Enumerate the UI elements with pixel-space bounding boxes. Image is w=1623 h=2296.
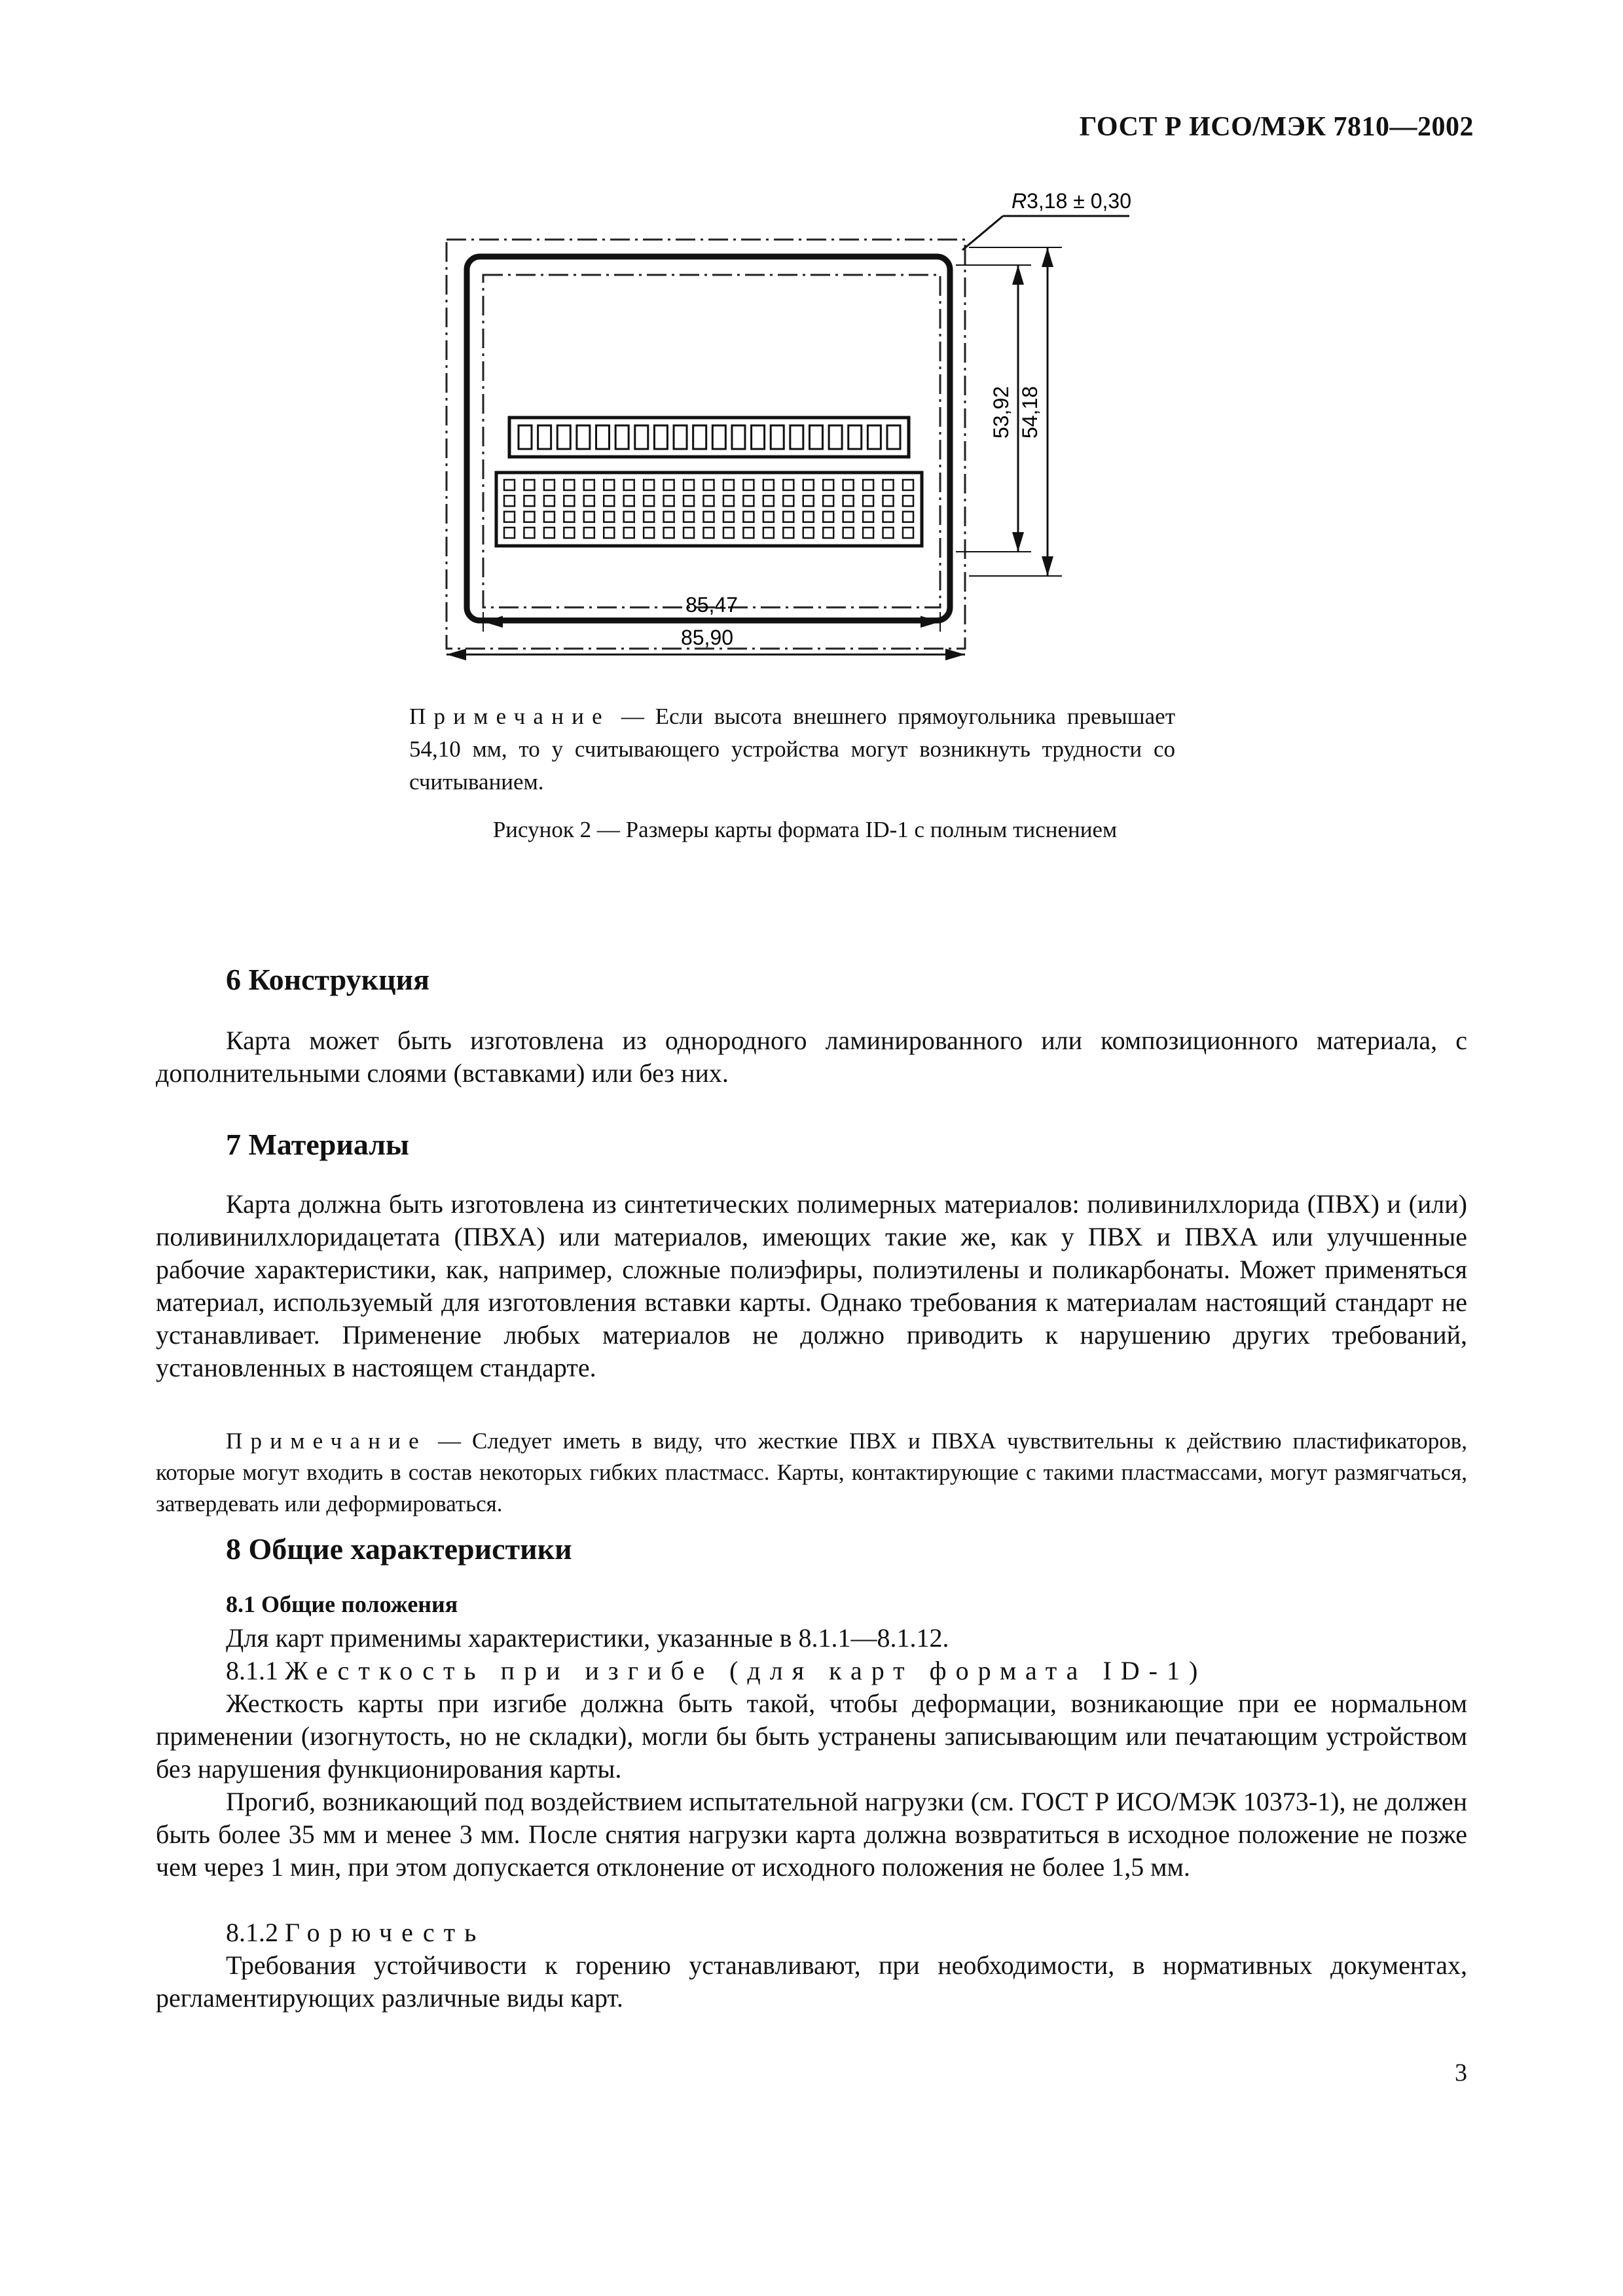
embossed-char bbox=[763, 512, 774, 522]
section-7-heading: 7 Материалы bbox=[226, 1128, 409, 1161]
embossed-char bbox=[903, 480, 913, 490]
item-8-1-1-paragraph-1: Жесткость карты при изгибе должна быть такой, чтобы деформации, возникающие при ее нормальном применении (изогнутость, но не складки), могли бы быть устранены записывающим или печатающим устройством без нарушения функционирования карты. bbox=[156, 1689, 1467, 1784]
document-header: ГОСТ Р ИСО/МЭК 7810—2002 bbox=[1079, 112, 1474, 142]
embossed-char bbox=[712, 425, 725, 449]
embossed-char bbox=[823, 512, 833, 522]
embossed-char bbox=[524, 495, 534, 506]
embossed-char bbox=[863, 512, 873, 522]
embossed-char bbox=[524, 512, 534, 522]
embossed-char bbox=[887, 425, 900, 449]
embossed-char bbox=[883, 512, 894, 522]
embossed-char bbox=[604, 528, 614, 538]
embossed-char bbox=[664, 528, 674, 538]
figure-caption: Рисунок 2 — Размеры карты формата ID-1 с полным тиснением bbox=[492, 817, 1118, 842]
embossed-char bbox=[848, 425, 862, 449]
embossed-char bbox=[519, 425, 532, 449]
embossed-char bbox=[903, 512, 913, 522]
embossed-char bbox=[803, 480, 814, 490]
embossed-char bbox=[664, 480, 674, 490]
embossed-char bbox=[504, 512, 515, 522]
embossed-char bbox=[644, 512, 654, 522]
embossed-char bbox=[704, 528, 714, 538]
embossed-char bbox=[544, 512, 555, 522]
embossed-char bbox=[684, 495, 694, 506]
embossed-char bbox=[564, 528, 574, 538]
embossed-char bbox=[664, 512, 674, 522]
embossed-char bbox=[544, 528, 555, 538]
embossed-char bbox=[644, 528, 654, 538]
embossed-char bbox=[823, 495, 833, 506]
embossed-char bbox=[524, 480, 534, 490]
embossed-char bbox=[743, 495, 754, 506]
item-8-1-2-title: 8.1.2 Горючесть bbox=[226, 1918, 486, 1947]
embossed-char bbox=[790, 425, 803, 449]
embossed-char bbox=[624, 512, 634, 522]
embossed-char bbox=[809, 425, 822, 449]
embossed-char bbox=[644, 480, 654, 490]
embossed-char bbox=[803, 512, 814, 522]
item-8-1-1-paragraph-2: Прогиб, возникающий под воздействием испытательной нагрузки (см. ГОСТ Р ИСО/МЭК 10373-1), не должен быть более 35 мм и менее 3 мм. После снятия нагрузки карта должна возвратиться в исходное положение не позже чем через 1 мин, при этом допускается отклонение от исходного положения не более 1,5 мм. bbox=[156, 1787, 1467, 1882]
embossed-char bbox=[783, 512, 793, 522]
dim-inner-width: 85,47 bbox=[685, 593, 739, 617]
item-8-1-2-paragraph-1: Требования устойчивости к горению устанавливают, при необходимости, в нормативных документах, регламентирующих различные виды карт. bbox=[156, 1950, 1467, 2013]
embossed-char bbox=[743, 512, 754, 522]
embossed-char bbox=[604, 512, 614, 522]
embossed-char bbox=[635, 425, 648, 449]
embossed-char bbox=[863, 528, 873, 538]
embossed-char bbox=[684, 512, 694, 522]
embossed-char bbox=[743, 480, 754, 490]
embossed-char bbox=[763, 495, 774, 506]
embossed-char bbox=[584, 528, 594, 538]
embossed-char bbox=[538, 425, 551, 449]
embossed-char bbox=[723, 528, 734, 538]
embossed-char bbox=[863, 495, 873, 506]
embossed-char bbox=[524, 528, 534, 538]
radius-dimension-label: R3,18 ± 0,30 bbox=[1012, 189, 1132, 213]
embossed-char bbox=[843, 480, 854, 490]
embossed-char bbox=[504, 480, 515, 490]
embossed-char bbox=[723, 512, 734, 522]
embossed-char bbox=[752, 425, 765, 449]
embossed-char bbox=[771, 425, 784, 449]
embossed-char bbox=[564, 495, 574, 506]
embossed-char bbox=[783, 480, 793, 490]
card-outline bbox=[467, 257, 950, 620]
embossed-line-characters bbox=[519, 425, 900, 449]
embossed-char bbox=[723, 480, 734, 490]
embossed-char bbox=[644, 495, 654, 506]
figure-note: Примечание — Если высота внешнего прямоугольника превышает 54,10 мм, то у считывающего устройства могут возникнуть трудности со считыванием. bbox=[409, 704, 1175, 795]
embossed-char bbox=[704, 480, 714, 490]
embossed-char bbox=[504, 528, 515, 538]
embossed-char bbox=[654, 425, 667, 449]
embossed-char bbox=[843, 495, 854, 506]
dim-outer-height: 54,18 bbox=[1018, 386, 1042, 439]
embossed-char bbox=[783, 528, 793, 538]
embossed-char bbox=[584, 512, 594, 522]
embossed-char bbox=[763, 480, 774, 490]
embossed-char bbox=[783, 495, 793, 506]
embossed-char bbox=[604, 480, 614, 490]
embossed-char bbox=[624, 495, 634, 506]
embossed-char bbox=[883, 528, 894, 538]
section-8-1-intro: Для карт применимы характеристики, указанные в 8.1.1—8.1.12. bbox=[226, 1623, 949, 1653]
dim-inner-height: 53,92 bbox=[989, 386, 1013, 439]
embossed-char bbox=[693, 425, 706, 449]
embossed-char bbox=[544, 495, 555, 506]
embossed-char bbox=[863, 480, 873, 490]
embossed-char bbox=[557, 425, 570, 449]
page-number: 3 bbox=[1455, 2059, 1467, 2087]
embossed-block-frame bbox=[496, 473, 922, 546]
embossed-char bbox=[704, 512, 714, 522]
item-8-1-1-title: 8.1.1 Жесткость при изгибе (для карт формата ID-1) bbox=[226, 1656, 1207, 1685]
embossed-char bbox=[903, 528, 913, 538]
embossed-char bbox=[704, 495, 714, 506]
embossed-char bbox=[664, 495, 674, 506]
embossed-char bbox=[803, 495, 814, 506]
section-8-1-heading: 8.1 Общие положения bbox=[226, 1591, 458, 1617]
embossed-char bbox=[624, 528, 634, 538]
embossed-char bbox=[823, 480, 833, 490]
embossed-char bbox=[674, 425, 687, 449]
embossed-char bbox=[564, 512, 574, 522]
embossed-char bbox=[883, 495, 894, 506]
embossed-char bbox=[577, 425, 590, 449]
embossed-char bbox=[829, 425, 842, 449]
section-6-text: Карта может быть изготовлена из однородного ламинированного или композиционного материала, с дополнительными слоями (вставками) или без них. bbox=[156, 1026, 1467, 1088]
embossed-char bbox=[723, 495, 734, 506]
card-dimension-figure bbox=[0, 0, 1623, 694]
embossed-char bbox=[504, 495, 515, 506]
embossed-char bbox=[564, 480, 574, 490]
dim-outer-width: 85,90 bbox=[680, 626, 734, 649]
section-7-note: Примечание — Следует иметь в виду, что жесткие ПВХ и ПВХА чувствительны к действию пластификаторов, которые могут входить в состав некоторых гибких пластмасс. Карты, контактирующие с такими пластмассами, могут размягчаться, затвердевать или деформироваться. bbox=[156, 1428, 1467, 1516]
embossed-char bbox=[903, 495, 913, 506]
embossed-char bbox=[544, 480, 555, 490]
embossed-char bbox=[624, 480, 634, 490]
section-6-heading: 6 Конструкция bbox=[226, 963, 430, 996]
embossed-char bbox=[615, 425, 629, 449]
embossed-char bbox=[823, 528, 833, 538]
embossed-char bbox=[763, 528, 774, 538]
embossed-char bbox=[843, 528, 854, 538]
embossed-char bbox=[883, 480, 894, 490]
embossed-char bbox=[803, 528, 814, 538]
embossed-char bbox=[584, 480, 594, 490]
embossed-char bbox=[843, 512, 854, 522]
embossed-char bbox=[584, 495, 594, 506]
embossed-char bbox=[732, 425, 745, 449]
embossed-char bbox=[867, 425, 881, 449]
embossed-char bbox=[604, 495, 614, 506]
embossed-char bbox=[596, 425, 610, 449]
embossed-block-characters bbox=[504, 480, 913, 538]
section-8-heading: 8 Общие характеристики bbox=[226, 1532, 572, 1566]
embossed-char bbox=[684, 480, 694, 490]
embossed-char bbox=[743, 528, 754, 538]
embossed-char bbox=[684, 528, 694, 538]
section-7-text: Карта должна быть изготовлена из синтетических полимерных материалов: поливинилхлорида (ПВХ) и (или) поливинилхлоридацетата (ПВХА) или материалов, имеющих такие же, как у ПВХ и ПВХА или улучшенные рабочие характеристики, как, например, сложные полиэфиры, полиэтилены и поликарбонаты. Может применяться материал, используемый для изготовления вставки карты. Однако требования к материалам настоящий стандарт не устанавливает. Применение любых материалов не должно приводить к нарушению других требований, установленных в настоящем стандарте. bbox=[156, 1189, 1467, 1382]
